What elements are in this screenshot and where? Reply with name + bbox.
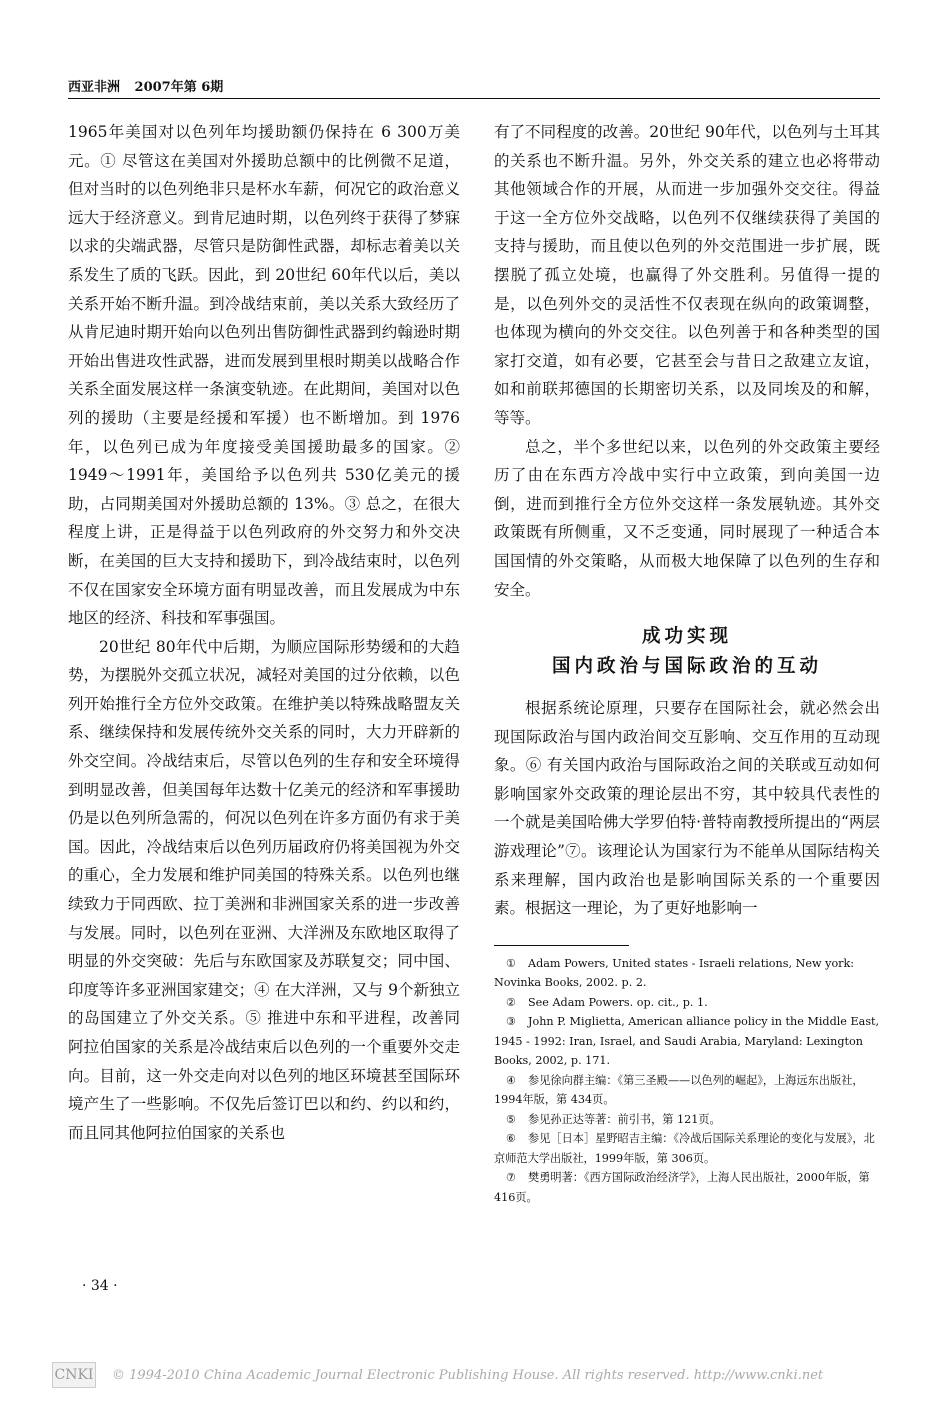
cnki-logo-icon: CNKI xyxy=(52,1362,96,1388)
right-column xyxy=(494,118,880,1207)
footnote-rule xyxy=(494,945,629,946)
body-paragraph: 根据系统论原理，只要存在国际社会，就必然会出现国际政治与国内政治间交互影响、交互作用的互动现象。⑥ 有关国内政治与国际政治之间的关联或互动如何影响国家外交政策的理论层出不穷，其中较具代表性的一个就是美国哈佛大学罗伯特·普特南教授所提出的“两层游戏理论”⑦。该理论认为国家行为不能单从国际结构关系来理解，国内政治也是影响国际关系的一个重要因素。根据这一理论，为了更好地影响一 xyxy=(494,699,880,918)
body-paragraph: 总之，半个多世纪以来，以色列的外交政策主要经历了由在东西方冷战中实行中立政策，到向美国一边倒，进而到推行全方位外交这样一条发展轨迹。其外交政策既有所侧重，又不乏变通，同时展现了一种适合本国国情的外交策略，从而极大地保障了以色列的生存和安全。 xyxy=(494,437,880,599)
issue-label: 2007年第 6期 xyxy=(134,80,224,95)
footnote: ⑤ 参见孙正达等著：前引书，第 121页。 xyxy=(506,1112,721,1126)
left-column xyxy=(68,118,460,1147)
footnote: ② See Adam Powers. op. cit., p. 1. xyxy=(506,995,708,1009)
header-rule xyxy=(68,98,880,99)
footnote: ③ John P. Miglietta, American alliance policy in the Middle East, 1945 - 1992: Iran, Israel, and Saudi Arabia, Maryland: Lexington Books, 2002, p. 171. xyxy=(494,1015,880,1068)
footnote: ④ 参见徐向群主编：《第三圣殿——以色列的崛起》，上海远东出版社，1994年版，第 434页。 xyxy=(494,1073,864,1107)
section-heading xyxy=(494,622,880,682)
body-paragraph: 1965年美国对以色列年均援助额仍保持在 6 300万美元。① 尽管这在美国对外援助总额中的比例微不足道，但对当时的以色列绝非只是杯水车薪，何况它的政治意义远大于经济意义。到肯尼迪时期，以色列终于获得了梦寐以求的尖端武器，尽管只是防御性武器，却标志着美以关系发生了质的飞跃。因此，到 20世纪 60年代以后，美以关系开始不断升温。到冷战结束前，美以关系大致经历了从肯尼迪时期开始向以色列出售防御性武器到约翰逊时期开始出售进攻性武器，进而发展到里根时期美以战略合作关系全面发展这样一条演变轨迹。在此期间，美国对以色列的援助（主要是经援和军援）也不断增加。到 1976年，以色列已成为年度接受美国援助最多的国家。② 1949～1991年，美国给予以色列共 530亿美元的援助，占同期美国对外援助总额的 13%。③ 总之，在很大程度上讲，正是得益于以色列政府的外交努力和外交决断，在美国的巨大支持和援助下，到冷战结束时，以色列不仅在国家安全环境方面有明显改善，而且发展成为中东地区的经济、科技和军事强国。 xyxy=(68,123,460,628)
page-number: · 34 · xyxy=(82,1278,118,1294)
footnotes xyxy=(494,954,880,1208)
body-paragraph: 有了不同程度的改善。20世纪 90年代，以色列与土耳其的关系也不断升温。另外，外交关系的建立也必将带动其他领域合作的开展，从而进一步加强外交交往。得益于这一全方位外交战略，以色列不仅继续获得了美国的支持与援助，而且使以色列的外交范围进一步扩展，既摆脱了孤立处境，也赢得了外交胜利。另值得一提的是，以色列外交的灵活性不仅表现在纵向的政策调整，也体现为横向的外交交往。以色列善于和各种类型的国家打交道，如有必要，它甚至会与昔日之敌建立友谊，如和前联邦德国的长期密切关系，以及同埃及的和解，等等。 xyxy=(494,123,880,427)
footnote: ⑥ 参见［日本］星野昭吉主编：《冷战后国际关系理论的变化与发展》，北京师范大学出版社，1999年版，第 306页。 xyxy=(494,1132,875,1165)
footnote: ⑦ 樊勇明著：《西方国际政治经济学》，上海人民出版社，2000年版，第 416页。 xyxy=(494,1171,870,1204)
section-heading-line2: 国内政治与国际政治的互动 xyxy=(551,656,822,678)
body-paragraph: 20世纪 80年代中后期，为顺应国际形势缓和的大趋势，为摆脱外交孤立状况，减轻对美国的过分依赖，以色列开始推行全方位外交政策。在维护美以特殊战略盟友关系、继续保持和发展传统外交关系的同时，大力开辟新的外交空间。冷战结束后，尽管以色列的生存和安全环境得到明显改善，但美国每年达数十亿美元的经济和军事援助仍是以色列所急需的，何况以色列在许多方面仍有求于美国。因此，冷战结束后以色列历届政府仍将美国视为外交的重心，全力发展和维护同美国的特殊关系。以色列也继续致力于同西欧、拉丁美洲和非洲国家关系的进一步改善与发展。同时，以色列在亚洲、大洋洲及东欧地区取得了明显的外交突破：先后与东欧国家及苏联复交；同中国、印度等许多亚洲国家建交；④ 在大洋洲，又与 9个新独立的岛国建立了外交关系。⑤ 推进中东和平进程，改善同阿拉伯国家的关系是冷战结束后以色列的一个重要外交走向。目前，这一外交走向对以色列的地区环境甚至国际环境产生了一些影响。不仅先后签订巴以和约、约以和约，而且同其他阿拉伯国家的关系也 xyxy=(68,637,460,1142)
running-header xyxy=(68,76,880,95)
footnote: ① Adam Powers, United states - Israeli relations, New york: Novinka Books, 2002. p. 2. xyxy=(494,956,855,990)
journal-name: 西亚非洲 xyxy=(68,80,121,95)
copyright-notice: © 1994-2010 China Academic Journal Electronic Publishing House. All rights reserved. http://www.cnki.net xyxy=(112,1368,824,1383)
section-heading-line1: 成功实现 xyxy=(641,626,732,648)
